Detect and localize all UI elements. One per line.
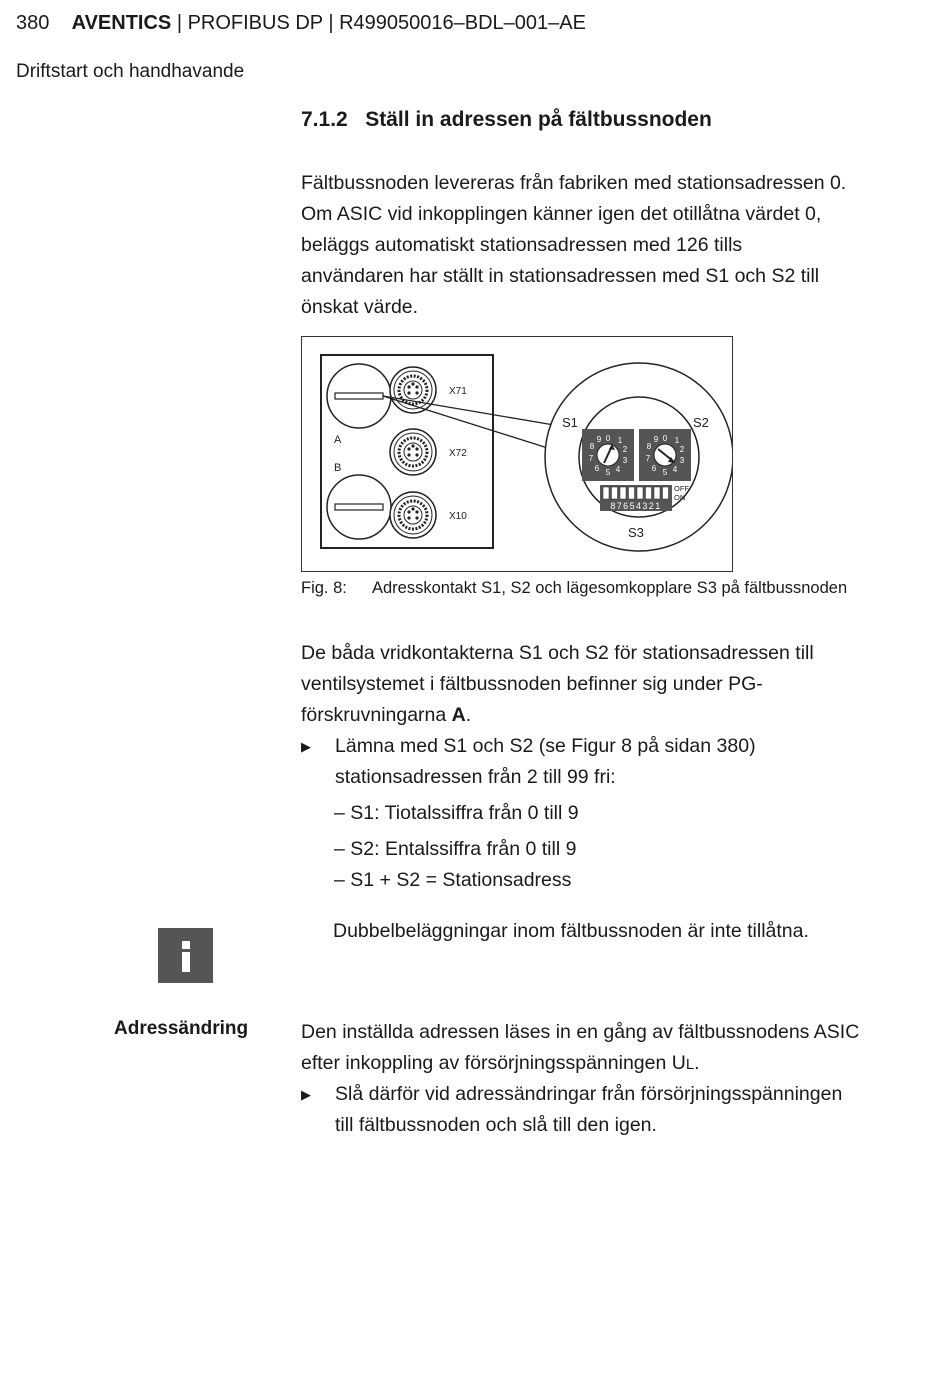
intro-line: Fältbussnoden levereras från fabriken med stationsadressen 0. xyxy=(301,172,847,194)
instruction-bullet xyxy=(301,731,901,793)
intro-paragraph xyxy=(301,168,901,323)
figure-address-switches xyxy=(301,336,733,572)
text-line: ventilsystemet i fältbussnoden befinner sig under PG- xyxy=(301,673,763,695)
bold-a: A xyxy=(451,704,466,726)
section-heading xyxy=(301,108,712,132)
connector-x72 xyxy=(390,429,436,475)
label-s1: S1 xyxy=(562,415,578,430)
list-item: – S2: Entalssiffra från 0 till 9 xyxy=(334,838,577,860)
figure-caption xyxy=(301,579,847,598)
label-x72: X72 xyxy=(449,448,467,459)
intro-line: Om ASIC vid inkopplingen känner igen det otillåtna värdet 0, xyxy=(301,203,822,225)
label-b: B xyxy=(334,462,342,474)
connector-x10 xyxy=(390,492,436,538)
bullet-arrow-icon: ▶ xyxy=(301,739,311,754)
figure-number: Fig. 8: xyxy=(301,579,347,597)
svg-text:8: 8 xyxy=(646,442,652,451)
svg-text:6: 6 xyxy=(651,464,657,473)
svg-text:4: 4 xyxy=(615,465,621,474)
brand-name: AVENTICS xyxy=(71,12,172,34)
address-change-paragraph xyxy=(301,1017,901,1080)
dip-numbers: 87654321 xyxy=(610,501,662,511)
svg-text:1: 1 xyxy=(674,436,680,445)
text-line: Den inställda adressen läses in en gång av fältbussnodens ASIC xyxy=(301,1021,860,1043)
svg-text:7: 7 xyxy=(588,454,594,463)
label-s3: S3 xyxy=(628,525,644,540)
text-line: till fältbussnoden och slå till den igen. xyxy=(335,1114,657,1136)
instruction-bullet xyxy=(301,1079,901,1141)
dip-switch-s3 xyxy=(600,485,672,511)
section-number: 7.1.2 xyxy=(301,108,348,131)
intro-line: användaren har ställt in stationsadressen med S1 och S2 till xyxy=(301,265,820,287)
text-line: förskruvningarna A. xyxy=(301,704,472,726)
label-off: OFF xyxy=(674,484,689,493)
svg-text:0: 0 xyxy=(605,434,611,443)
info-note-text: Dubbelbeläggningar inom fältbussnoden är inte tillåtna. xyxy=(333,920,809,942)
intro-line: önskat värde. xyxy=(301,296,419,318)
svg-text:3: 3 xyxy=(679,456,685,465)
svg-text:7: 7 xyxy=(645,454,651,463)
svg-text:1: 1 xyxy=(617,436,623,445)
svg-text:5: 5 xyxy=(662,468,668,477)
info-icon xyxy=(158,928,213,983)
bullet-arrow-icon: ▶ xyxy=(301,1087,311,1102)
svg-text:9: 9 xyxy=(596,435,602,444)
svg-text:2: 2 xyxy=(679,445,685,454)
intro-line: beläggs automatiskt stationsadressen med 126 tills xyxy=(301,234,743,256)
svg-text:3: 3 xyxy=(622,456,628,465)
text-line: Lämna med S1 och S2 (se Figur 8 på sidan 380) xyxy=(335,735,756,757)
subscript-l: L xyxy=(685,1056,695,1073)
svg-text:5: 5 xyxy=(605,468,611,477)
list-item: – S1 + S2 = Stationsadress xyxy=(334,869,572,891)
svg-text:6: 6 xyxy=(594,464,600,473)
document-id: | PROFIBUS DP | R499050016–BDL–001–AE xyxy=(176,12,586,34)
margin-heading: Adressändring xyxy=(114,1018,249,1039)
figure-caption-text: Adresskontakt S1, S2 och lägesomkopplare S3 på fältbussnoden xyxy=(372,579,848,597)
page-number: 380 xyxy=(16,12,50,34)
text-line: stationsadressen från 2 till 99 fri: xyxy=(335,766,616,788)
chapter-subtitle: Driftstart och handhavande xyxy=(16,61,245,82)
label-a: A xyxy=(334,434,342,446)
fieldbus-node-diagram xyxy=(302,337,732,571)
svg-text:8: 8 xyxy=(589,442,595,451)
rotary-switch-s1 xyxy=(582,429,634,481)
label-x10: X10 xyxy=(449,511,467,522)
label-s2: S2 xyxy=(693,415,709,430)
svg-text:2: 2 xyxy=(622,445,628,454)
svg-text:4: 4 xyxy=(672,465,678,474)
list-item: – S1: Tiotalssiffra från 0 till 9 xyxy=(334,802,579,824)
text-line: efter inkoppling av försörjningsspänningen UL. xyxy=(301,1052,700,1074)
switch-description xyxy=(301,638,901,731)
text-line: Slå därför vid adressändringar från försörjningsspänningen xyxy=(335,1083,843,1105)
svg-text:0: 0 xyxy=(662,434,668,443)
section-title: Ställ in adressen på fältbussnoden xyxy=(365,108,712,131)
label-on: ON xyxy=(674,493,686,502)
page-header xyxy=(16,12,586,35)
label-x71: X71 xyxy=(449,386,467,397)
rotary-switch-s2 xyxy=(639,429,691,481)
svg-text:9: 9 xyxy=(653,435,659,444)
text-line: De båda vridkontakterna S1 och S2 för stationsadressen till xyxy=(301,642,814,664)
